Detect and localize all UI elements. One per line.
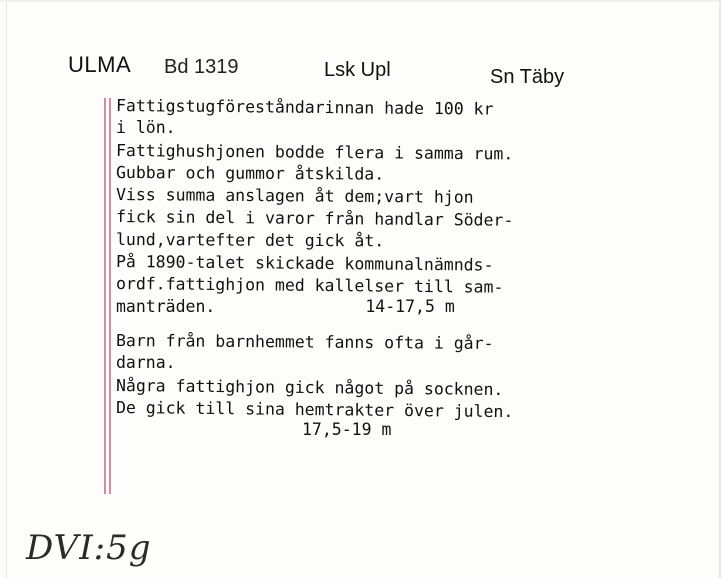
- text-line: lund,vartefter det gick åt.: [115, 229, 385, 251]
- text-line: De gick till sina hemtrakter över julen.: [115, 397, 514, 422]
- text-line: Gubbar och gummor åtskilda.: [115, 162, 385, 184]
- page-reference: 17,5-19 m: [302, 420, 392, 440]
- text-line: På 1890-talet skickade kommunalnämnds-: [115, 252, 494, 275]
- text-line: Fattigstugföreståndarinnan hade 100 kr: [115, 96, 494, 119]
- text-line: darna.: [116, 353, 176, 373]
- card-header: [0, 50, 721, 94]
- page-reference: 14-17,5 m: [365, 296, 455, 316]
- text-line-end: manträden.: [116, 296, 216, 316]
- county-label: Lsk Upl: [324, 59, 391, 81]
- text-line: Några fattighjon gick något på socknen.: [115, 375, 504, 399]
- text-line: Viss summa anslagen åt dem;vart hjon: [115, 185, 474, 207]
- text-line: i lön.: [116, 118, 176, 138]
- margin-rule-left: [104, 98, 106, 494]
- archive-code: ULMA: [68, 52, 132, 77]
- volume-number: Bd 1319: [164, 56, 239, 78]
- margin-rule-right: [109, 98, 111, 494]
- parish-label: Sn Täby: [490, 66, 565, 88]
- typed-notes: [116, 95, 712, 441]
- text-line: Barn från barnhemmet fanns ofta i går-: [115, 330, 494, 353]
- paragraph-gap: [116, 318, 712, 330]
- text-line: fick sin del i varor från handlar Söder-: [115, 207, 514, 231]
- card-top-edge: [0, 0, 721, 2]
- text-line: ordf.fattighjon med kallelser till sam-: [115, 274, 504, 298]
- text-line: Fattighushjonen bodde flera i samma rum.: [115, 140, 514, 164]
- handwritten-shelfmark: DVI:5g: [26, 528, 152, 568]
